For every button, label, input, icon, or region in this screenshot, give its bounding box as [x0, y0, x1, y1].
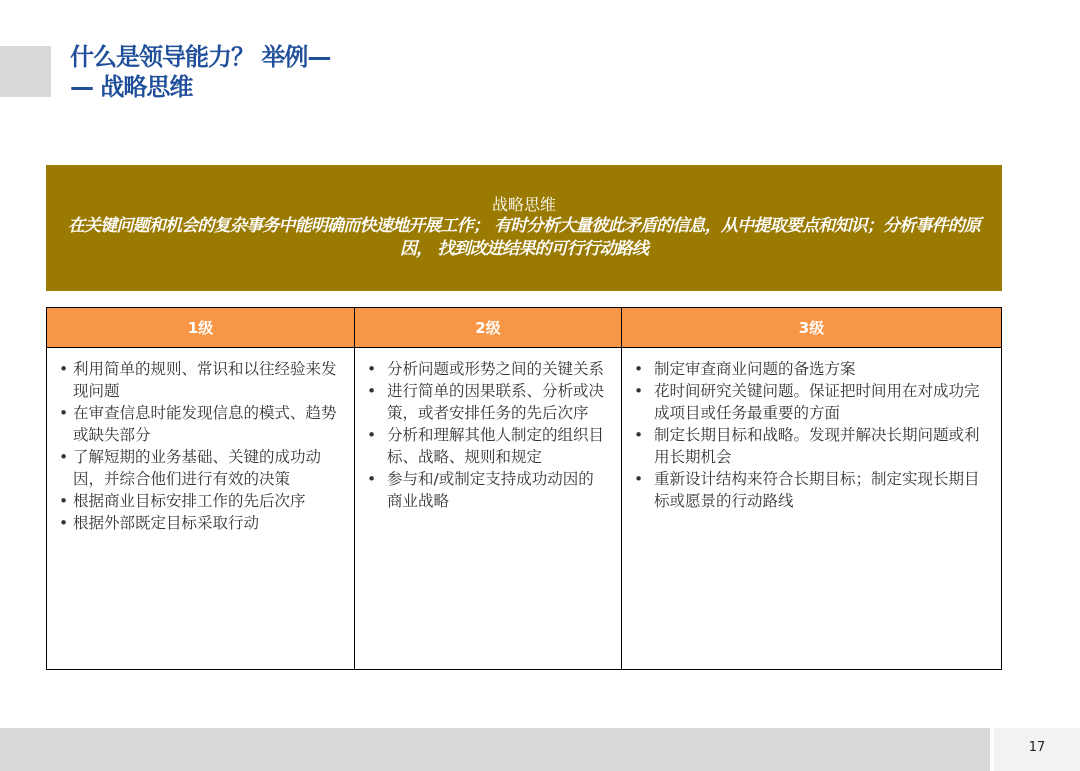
- list-item: • 了解短期的业务基础、关键的成功动因，并综合他们进行有效的决策: [57, 446, 340, 490]
- level-3-list: [622, 348, 1001, 512]
- list-item: • 制定长期目标和战略。发现并解决长期问题或利用长期机会: [632, 424, 987, 468]
- list-item: • 分析问题或形势之间的关键关系: [365, 358, 607, 380]
- list-item: • 根据外部既定目标采取行动: [57, 512, 340, 534]
- level-header-2: 2级: [355, 308, 621, 348]
- level-header-3: 3级: [622, 308, 1001, 348]
- page-title-line-2: — 战略思维: [70, 73, 193, 101]
- competency-description: 在关键问题和机会的复杂事务中能明确而快速地开展工作； 有时分析大量彼此矛盾的信息，从中提取要点和知识；分析事件的原因， 找到改进结果的可行行动路线: [67, 216, 981, 259]
- levels-table: [46, 307, 1002, 670]
- level-column-3: [621, 308, 1001, 669]
- page-number: 17: [1028, 740, 1046, 755]
- page-title: [70, 42, 490, 102]
- footer-bar: [0, 728, 990, 771]
- list-item: • 参与和/或制定支持成功动因的商业战略: [365, 468, 607, 512]
- competency-banner: [46, 165, 1002, 291]
- list-item: • 根据商业目标安排工作的先后次序: [57, 490, 340, 512]
- level-header-1: 1级: [47, 308, 354, 348]
- list-item: • 花时间研究关键问题。保证把时间用在对成功完成项目或任务最重要的方面: [632, 380, 987, 424]
- list-item: • 利用简单的规则、常识和以往经验来发现问题: [57, 358, 340, 402]
- level-column-2: [354, 308, 621, 669]
- list-item: • 分析和理解其他人制定的组织目标、战略、规则和规定: [365, 424, 607, 468]
- level-column-1: [47, 308, 354, 669]
- level-2-list: [355, 348, 621, 512]
- list-item: • 在审查信息时能发现信息的模式、趋势或缺失部分: [57, 402, 340, 446]
- list-item: • 进行简单的因果联系、分析或决策，或者安排任务的先后次序: [365, 380, 607, 424]
- corner-decoration: [0, 46, 51, 97]
- list-item: • 制定审查商业问题的备选方案: [632, 358, 987, 380]
- list-item: • 重新设计结构来符合长期目标；制定实现长期目标或愿景的行动路线: [632, 468, 987, 512]
- competency-heading: 战略思维: [491, 195, 556, 214]
- level-1-list: [47, 348, 354, 534]
- page-title-line-1: 什么是领导能力？ 举例—: [70, 43, 331, 71]
